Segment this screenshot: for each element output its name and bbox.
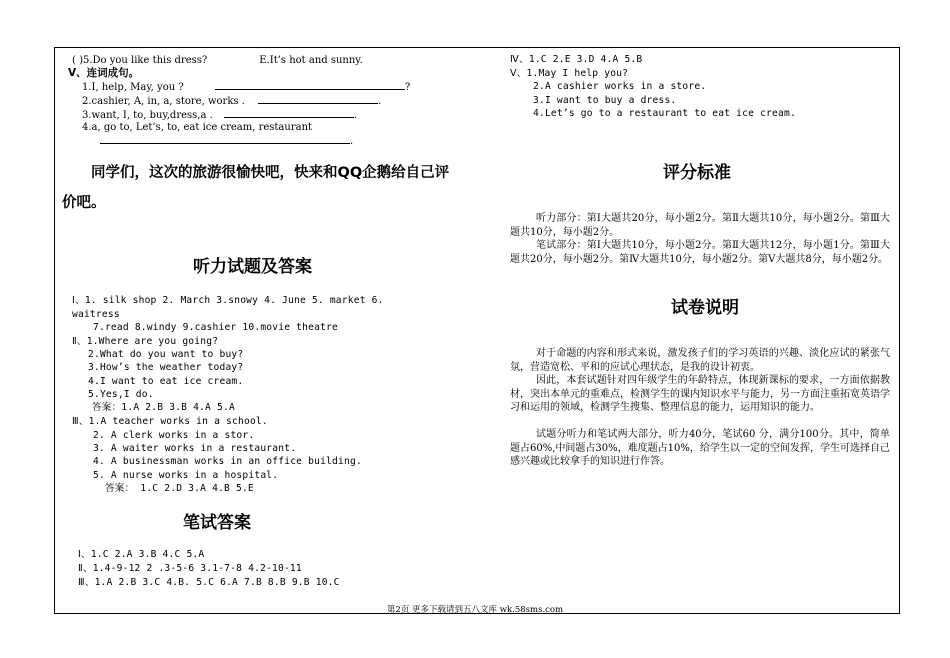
section5-title: Ⅴ、连词成句。 xyxy=(68,67,140,79)
scoring-written: 笔试部分：第Ⅰ大题共10分，每小题2分。第Ⅱ大题共12分，每小题1分。第Ⅲ大题共20分，每小题2分。第Ⅳ大题共10分，每小题2分。第Ⅴ大题共8分，每小题2分。 xyxy=(510,240,890,265)
answer-blank[interactable] xyxy=(100,134,350,144)
listening-s2-answer: 答案：1.A 2.B 3.B 4.A 5.A xyxy=(92,402,235,413)
written-answer-line: 2.A cashier works in a store. xyxy=(533,81,707,92)
written-answer-line: Ⅰ、1.C 2.A 3.B 4.C 5.A xyxy=(78,549,205,560)
reorder-item-4-line xyxy=(100,134,353,148)
listening-s3-item: 5. A nurse works in a hospital. xyxy=(93,470,279,481)
answer-blank[interactable] xyxy=(215,80,405,90)
reorder-end: . xyxy=(350,136,354,147)
listening-s3-item: 2. A clerk works in a stor. xyxy=(93,430,255,441)
listening-s3-item: 4. A businessman works in an office building. xyxy=(93,456,362,467)
listening-s1-line: Ⅰ、1. silk shop 2. March 3.snowy 4. June 5. market 6. xyxy=(72,295,384,306)
listening-s3-answer: 答案： 1.C 2.D 3.A 4.B 5.E xyxy=(105,483,254,494)
scoring-title: 评分标准 xyxy=(663,163,731,183)
listening-s2-title: Ⅱ、1.Where are you going? xyxy=(72,336,219,347)
reorder-item: 4.a, go to, Let’s, to, eat ice cream, restaurant xyxy=(82,122,313,133)
reorder-item xyxy=(82,80,410,94)
written-answer-line: Ⅲ、1.A 2.B 3.C 4.B. 5.C 6.A 7.B 8.B 9.B 10.C xyxy=(78,577,340,588)
written-answer-line: 4.Let’s go to a restaurant to eat ice cream. xyxy=(533,108,796,119)
listening-title: 听力试题及答案 xyxy=(193,257,312,277)
listening-s1-line: 7.read 8.windy 9.cashier 10.movie theatre xyxy=(93,322,339,333)
explanation-paragraph: 试题分听力和笔试两大部分，听力40分，笔试60 分，满分100分。其中，简单题占60%,中间题占30%，难度题占10%，给学生以一定的空间发挥，学生可选择自己感兴趣或比较拿手的知识进行作答。 xyxy=(510,429,890,467)
question-5 xyxy=(72,54,363,67)
reorder-text: 1.I, help, May, you ? xyxy=(82,82,184,93)
reorder-text: 3.want, I, to, buy,dress,a . xyxy=(82,110,213,121)
written-answers-title: 笔试答案 xyxy=(183,513,251,533)
reorder-text: 2.cashier, A, in, a, store, works . xyxy=(82,96,245,107)
listening-s2-item: 5.Yes,I do. xyxy=(88,389,154,400)
answer-blank[interactable] xyxy=(224,108,354,118)
reorder-item xyxy=(82,108,357,122)
written-answer-line: Ⅱ、1.4-9-12 2 .3-5-6 3.1-7-8 4.2-10-11 xyxy=(78,563,302,574)
answer-blank[interactable] xyxy=(258,94,378,104)
scoring-listening: 听力部分：第Ⅰ大题共20分，每小题2分。第Ⅱ大题共10分，每小题2分。第Ⅲ大题共10分，每小题2分。 xyxy=(510,213,890,238)
explanation-title: 试卷说明 xyxy=(671,298,739,318)
reorder-end: . xyxy=(378,96,382,107)
explanation-paragraph: 因此，本套试题针对四年级学生的年龄特点，体现新课标的要求，一方面依据教材，突出本单元的重难点，检测学生的课内知识水平与能力，另一方面注重拓宽英语学习和运用的领域，检测学生搜集、整理信息的能力，运用知识的能力。 xyxy=(510,375,890,413)
page-footer: 第2页 更多下载请到五八文库 wk.58sms.com xyxy=(386,605,564,615)
listening-s3-title: Ⅲ、1.A teacher works in a school. xyxy=(72,416,268,427)
reorder-item xyxy=(82,94,381,108)
question-5-text: ( )5.Do you like this dress? xyxy=(72,55,208,66)
reorder-end: ? xyxy=(404,82,411,93)
listening-s1-line: waitress xyxy=(72,309,120,320)
written-answer-line: Ⅳ、1.C 2.E 3.D 4.A 5.B xyxy=(510,54,643,65)
written-answer-line: 3.I want to buy a dress. xyxy=(533,95,677,106)
listening-s2-item: 3.How’s the weather today? xyxy=(88,362,244,373)
listening-s2-item: 2.What do you want to buy? xyxy=(88,349,244,360)
listening-s3-item: 3. A waiter works in a restaurant. xyxy=(93,443,297,454)
self-evaluation-prompt: 同学们，这次的旅游很愉快吧，快来和QQ企鹅给自己评价吧。 xyxy=(62,165,450,211)
written-answer-line: Ⅴ、1.May I help you? xyxy=(510,68,629,79)
reorder-end: . xyxy=(353,110,358,121)
question-5-option: E.It’s hot and sunny. xyxy=(259,55,363,66)
listening-s2-item: 4.I want to eat ice cream. xyxy=(88,376,244,387)
explanation-paragraph: 对于命题的内容和形式来说，激发孩子们的学习英语的兴趣、淡化应试的紧张气氛，营造宽松、平和的应试心理状态，是我的设计初衷。 xyxy=(510,348,890,373)
